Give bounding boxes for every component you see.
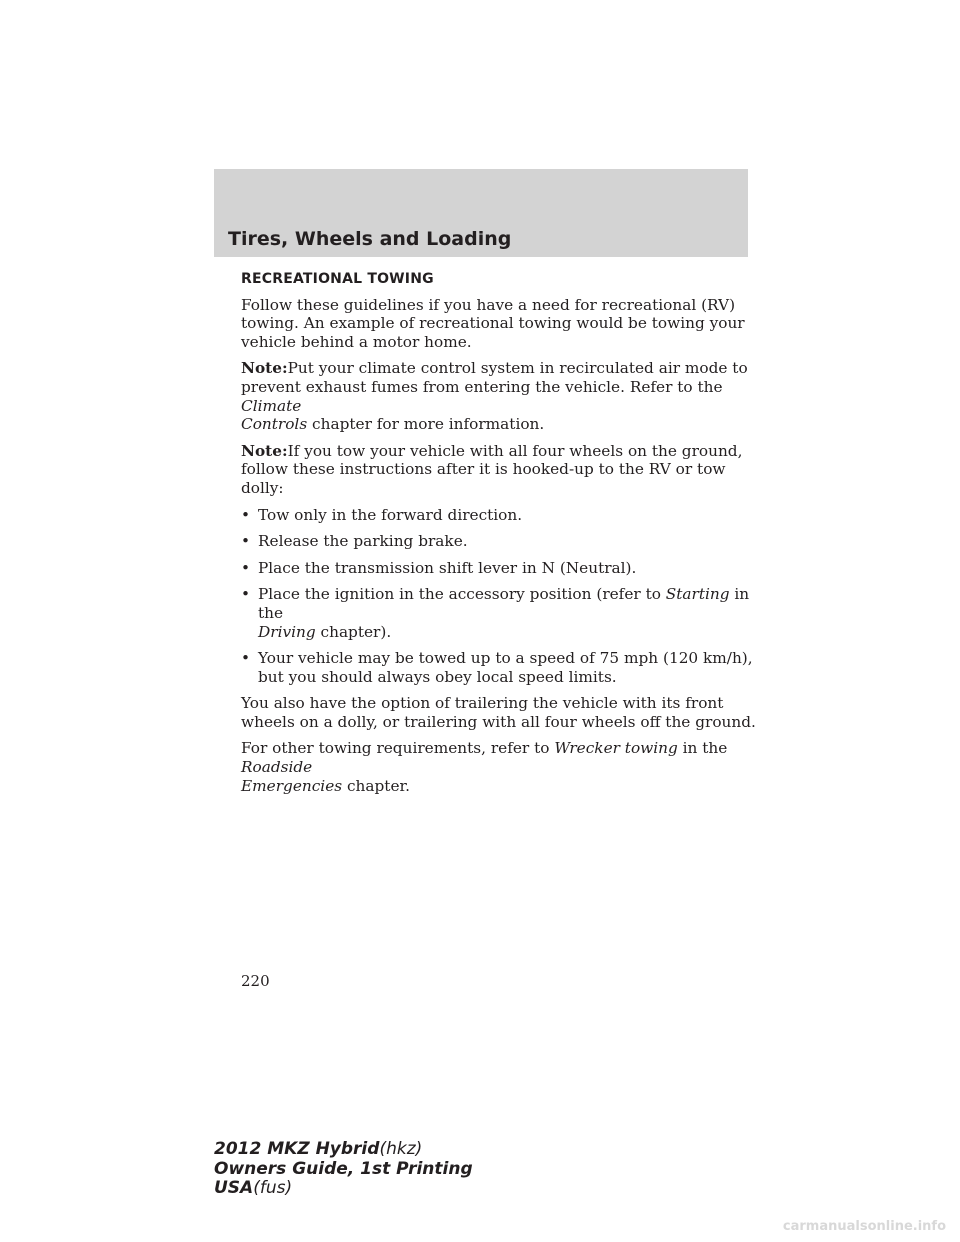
chapter-title: Tires, Wheels and Loading	[228, 228, 512, 250]
footer-market-code: (fus)	[253, 1178, 293, 1198]
footer-market: USA	[214, 1178, 254, 1198]
footer-line-market	[214, 1179, 473, 1199]
paragraph-text: chapter.	[342, 776, 410, 795]
note-climate	[241, 359, 761, 433]
list-item-text: Release the parking brake.	[258, 532, 468, 551]
section-heading: RECREATIONAL TOWING	[241, 271, 434, 287]
note-four-wheels	[241, 442, 761, 498]
footer-line-printing: Owners Guide, 1st Printing	[214, 1158, 473, 1179]
paragraph-text: in the	[677, 739, 728, 758]
other-towing-paragraph	[241, 739, 761, 795]
bullet-icon: •	[241, 649, 251, 668]
list-item-text: in the	[258, 585, 750, 622]
main-content	[241, 270, 761, 803]
list-item	[241, 506, 761, 525]
trailering-paragraph: You also have the option of trailering the vehicle with its front wheels on a dolly, or trailering with all four wheels off the ground.	[241, 694, 756, 731]
starting-reference: Starting	[665, 585, 730, 604]
climate-controls-reference-cont: Controls	[241, 415, 308, 434]
list-item-text: Place the ignition in the accessory position (refer to	[258, 585, 666, 604]
document-footer	[214, 1140, 473, 1199]
bullet-icon: •	[241, 585, 251, 604]
list-item-text: chapter).	[315, 622, 392, 641]
list-item	[241, 585, 761, 641]
bullet-icon: •	[241, 532, 251, 551]
footer-model: 2012 MKZ Hybrid	[214, 1139, 380, 1159]
bullet-icon: •	[241, 558, 251, 577]
list-item	[241, 532, 761, 551]
site-watermark: carmanualsonline.info	[782, 1219, 946, 1234]
note-label: Note:	[241, 359, 288, 378]
roadside-emergencies-reference-cont: Emergencies	[241, 776, 343, 795]
list-item-text: Place the transmission shift lever in N (Neutral).	[258, 558, 637, 577]
page-number: 220	[241, 972, 270, 990]
footer-model-code: (hkz)	[379, 1139, 423, 1159]
list-item-text: Your vehicle may be towed up to a speed of 75 mph (120 km/h), but you should always obey local speed limits.	[258, 649, 753, 686]
intro-paragraph: Follow these guidelines if you have a need for recreational (RV) towing. An example of recreational towing would be towing your vehicle behind a motor home.	[241, 295, 745, 351]
note-text: If you tow your vehicle with all four wheels on the ground, follow these instructions after it is hooked-up to the RV or tow dolly:	[241, 441, 743, 497]
list-item	[241, 559, 761, 578]
paragraph-text: For other towing requirements, refer to	[241, 739, 555, 758]
roadside-emergencies-reference: Roadside	[241, 758, 313, 777]
note-label: Note:	[241, 441, 288, 460]
towing-instructions-list	[241, 506, 761, 687]
list-item-text: Tow only in the forward direction.	[258, 505, 523, 524]
bullet-icon: •	[241, 505, 251, 524]
list-item	[241, 649, 761, 686]
climate-controls-reference: Climate	[241, 396, 302, 415]
footer-line-model	[214, 1140, 473, 1160]
note-text-end: chapter for more information.	[307, 415, 545, 434]
wrecker-towing-reference: Wrecker towing	[554, 739, 678, 758]
driving-reference: Driving	[258, 622, 316, 641]
note-text: Put your climate control system in recirculated air mode to prevent exhaust fumes from entering the vehicle. Refer to the	[241, 359, 748, 396]
